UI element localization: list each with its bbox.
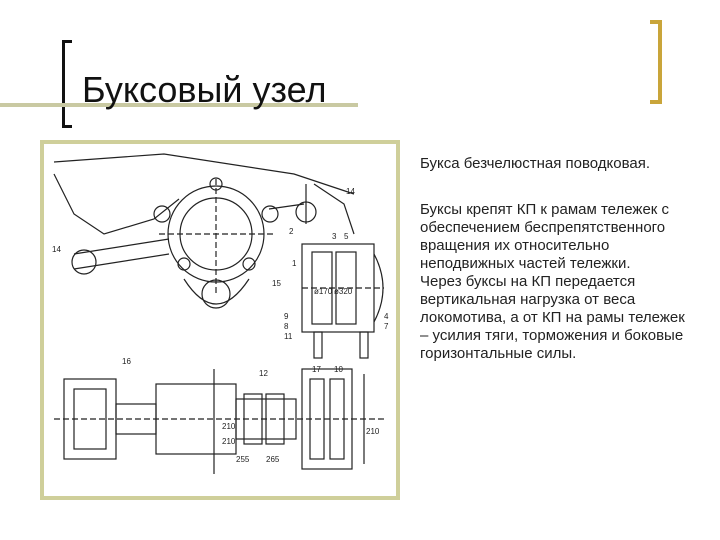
callout-label: 3	[332, 232, 337, 241]
callout-label: 12	[259, 369, 268, 378]
dimension-label: 210	[222, 437, 236, 446]
dimension-label: 210	[222, 422, 236, 431]
description-text	[420, 155, 685, 363]
dimension-label: ø170	[314, 287, 333, 296]
paragraph-loads: Через буксы на КП передается вертикальная нагрузка от веса локомотива, а от КП на рамы тележек – усилия тяги, торможения и боковые горизонтальные силы.	[420, 273, 685, 362]
dimension-label: ø320	[334, 287, 353, 296]
paragraph-mounting: Буксы крепят КП к рамам тележек с обеспечением беспрепятственного вращения их относительно неподвижных частей тележки.	[420, 201, 670, 272]
paragraph-intro: Букса безчелюстная поводковая.	[420, 155, 651, 172]
callout-label: 14	[52, 245, 61, 254]
callout-label: 9	[284, 312, 289, 321]
callout-label: 5	[344, 232, 349, 241]
callout-label: 14	[346, 187, 355, 196]
callout-label: 17	[312, 365, 321, 374]
callout-label: 11	[284, 332, 293, 341]
dimension-label: 255	[236, 455, 250, 464]
callout-label: 16	[122, 357, 131, 366]
callout-label: 7	[384, 322, 389, 331]
callout-label: 15	[272, 279, 281, 288]
callout-label: 4	[384, 312, 389, 321]
callout-label: 1	[292, 259, 297, 268]
title-bracket-right	[650, 20, 662, 104]
callout-label: 8	[284, 322, 289, 331]
dimension-label: 265	[266, 455, 280, 464]
technical-drawing	[40, 140, 400, 500]
callout-label: 10	[334, 365, 343, 374]
callout-label: 2	[289, 227, 294, 236]
axle-box-drawing	[44, 144, 396, 496]
title-bracket-left	[62, 40, 72, 128]
slide-title: Буксовый узел	[82, 69, 327, 110]
dimension-label: 210	[366, 427, 380, 436]
